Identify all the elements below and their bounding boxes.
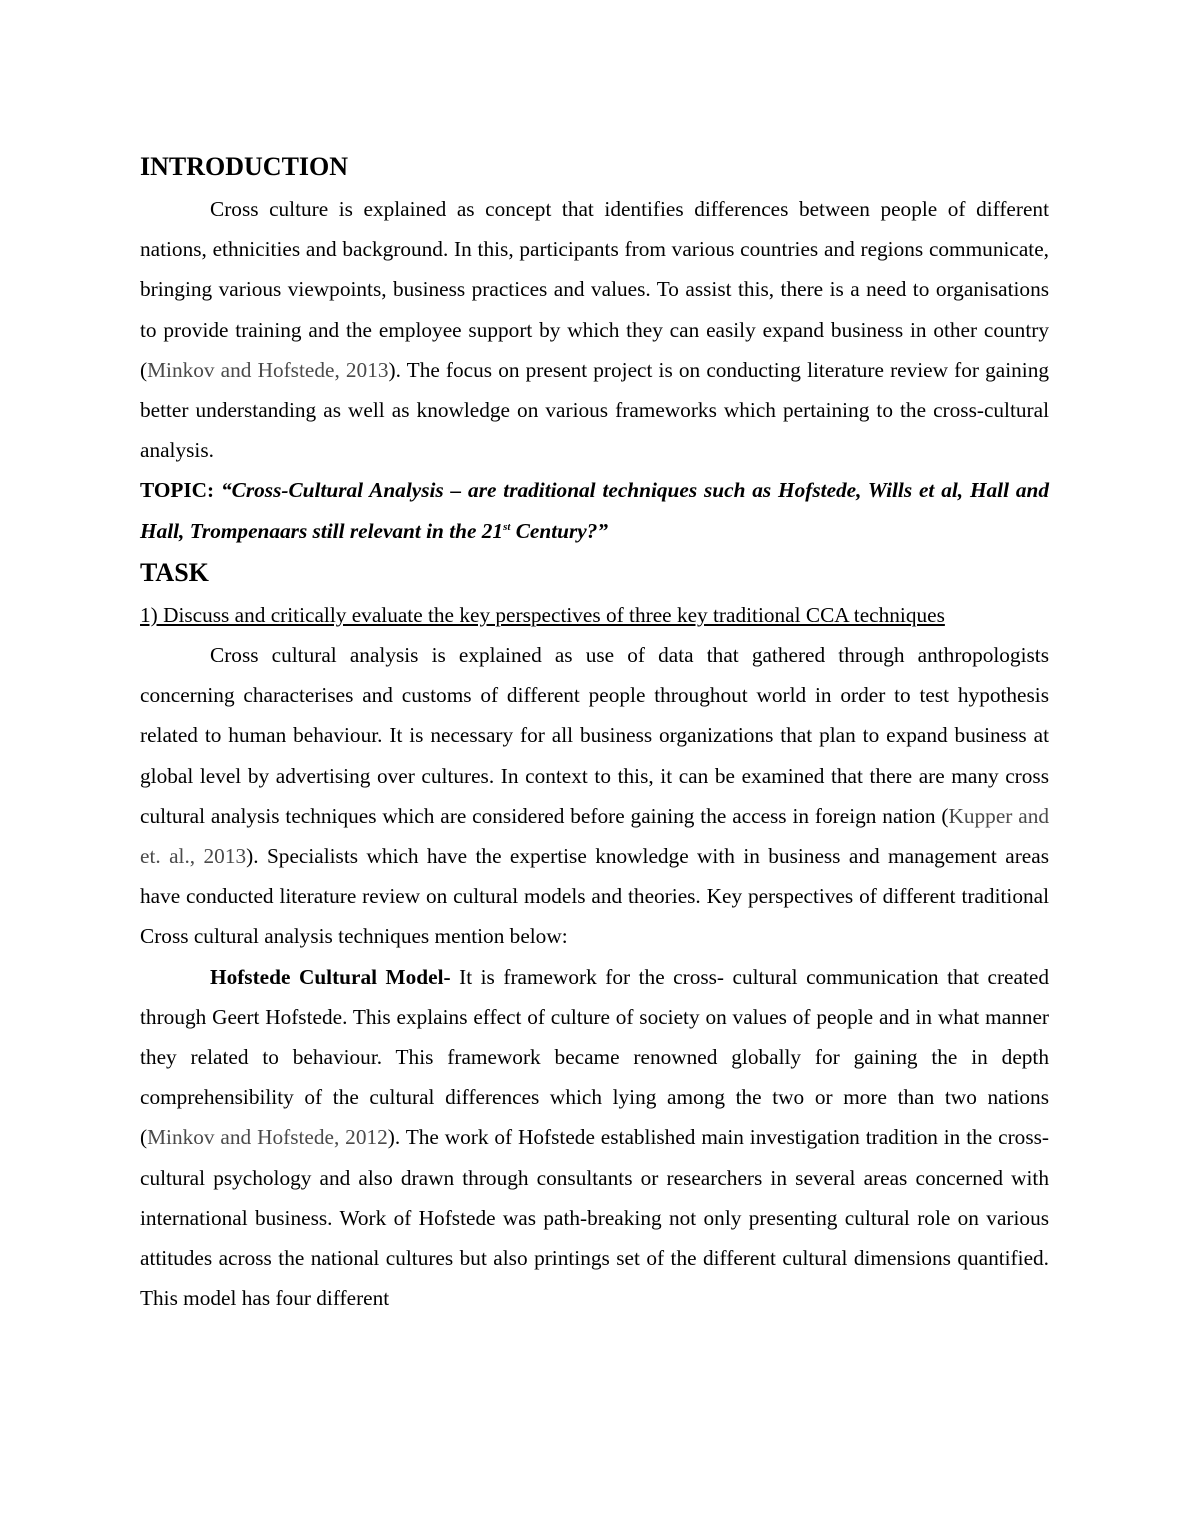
- citation-kupper-2013: Kupper and et. al., 2013: [140, 803, 1049, 869]
- intro-text-part2: ). The focus on present project is on conducting literature review for gaining better understanding as well as knowledge on various frameworks which pertaining to the cross-cultural analysis.: [140, 357, 1050, 463]
- hofstede-lead: Hofstede Cultural Model-: [210, 964, 451, 989]
- citation-minkov-2013: Minkov and Hofstede, 2013: [147, 357, 389, 382]
- topic-superscript: st: [503, 520, 511, 533]
- intro-text-part1: Cross culture is explained as concept that identifies differences between people of different nations, ethnicities and background. In this, participants from various countries and regions communicate, bringing various viewpoints, business practices and values. To assist this, there is a need to organisations to provide training and the employee support by which they can easily expand business in other country (: [140, 197, 1049, 382]
- topic-statement: [140, 470, 1049, 550]
- citation-minkov-2012: Minkov and Hofstede, 2012: [147, 1125, 388, 1150]
- hofstede-text-part1: It is framework for the cross- cultural communication that created through Geert Hofstede. This explains effect of culture of society on values of people and in what manner they related to behaviour. This framework became renowned globally for gaining the in depth comprehensibility of the cultural differences which lying among the two or more than two nations (: [140, 964, 1049, 1150]
- cca-text-part2: ). Specialists which have the expertise knowledge with in business and management areas have conducted literature review on cultural models and theories. Key perspectives of different traditional Cross cultural analysis techniques mention below:: [140, 844, 1049, 949]
- cca-paragraph: [140, 635, 1049, 957]
- hofstede-text-part2: ). The work of Hofstede established main investigation tradition in the cross- cultural psychology and also drawn through consultants or researchers in several areas concerned with international business. Work of Hofstede was path-breaking not only presenting cultural role on various attitudes across the national cultures but also printings set of the different cultural dimensions quantified. This model has four different: [140, 1125, 1049, 1311]
- topic-text-part2: Century?”: [510, 518, 609, 543]
- task-heading: TASK: [140, 557, 209, 587]
- cca-text-part1: Cross cultural analysis is explained as use of data that gathered through anthropologists concerning characterises and customs of different people throughout world in order to test hypothesis related to human behaviour. It is necessary for all business organizations that plan to expand business at global level by advertising over cultures. In context to this, it can be examined that there are many cross cultural analysis techniques which are considered before gaining the access in foreign nation (: [140, 643, 1049, 828]
- topic-label: TOPIC:: [140, 478, 222, 503]
- introduction-heading: INTRODUCTION: [140, 152, 349, 181]
- document-page: [140, 145, 1049, 1318]
- intro-paragraph: [140, 189, 1049, 470]
- hofstede-paragraph: [140, 957, 1049, 1319]
- task-question-1: 1) Discuss and critically evaluate the key perspectives of three key traditional CCA techniques: [140, 602, 945, 627]
- topic-text-part1: “Cross-Cultural Analysis – are traditional techniques such as Hofstede, Wills et al, Hall and Hall, Trompenaars still relevant in the 21: [140, 478, 1049, 543]
